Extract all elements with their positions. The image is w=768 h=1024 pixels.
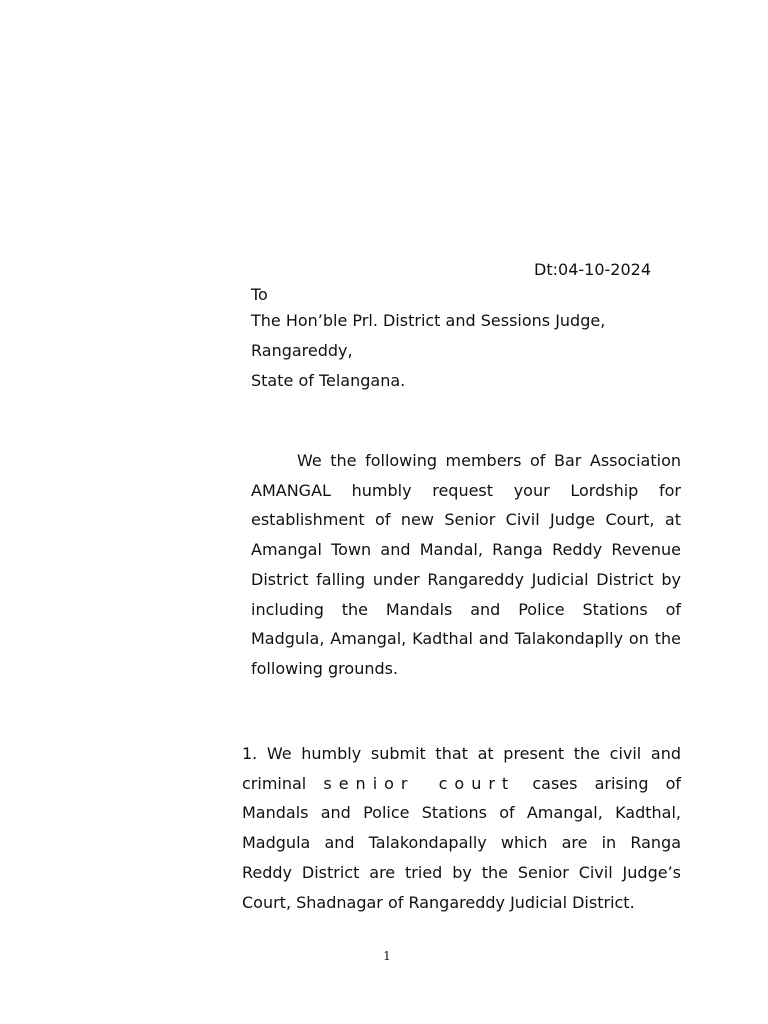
recipient-line: The Hon’ble Prl. District and Sessions Judge, [251, 311, 606, 330]
intro-paragraph: We the following members of Bar Association AMANGAL humbly request your Lordship for establishment of new Senior Civil Judge Court, at Amangal Town and Mandal, Ranga Reddy Revenue District falling under Rangareddy Judicial District by including the Mandals and Police Stations of Madgula, Amangal, Kadthal and Talakondaplly on the following grounds. [251, 451, 681, 678]
page-number: 1 [383, 949, 391, 963]
recipient-address [251, 284, 691, 396]
to-label: To [251, 285, 268, 304]
point-1-spaced-text: senior court [323, 773, 516, 793]
recipient-line: State of Telangana. [251, 371, 406, 390]
point-1-paragraph [242, 739, 681, 917]
point-1-text-start: 1. We humbly submit that at present the civil and criminal [242, 744, 681, 793]
letter-date: Dt:04-10-2024 [534, 260, 651, 279]
recipient-line: Rangareddy, [251, 341, 353, 360]
point-1-text-end: cases arising of Mandals and Police Stations of Amangal, Kadthal, Madgula and Talakondapally which are in Ranga Reddy District are tried by the Senior Civil Judge’s Court, Shadnagar of Rangareddy Judicial District. [242, 773, 682, 912]
